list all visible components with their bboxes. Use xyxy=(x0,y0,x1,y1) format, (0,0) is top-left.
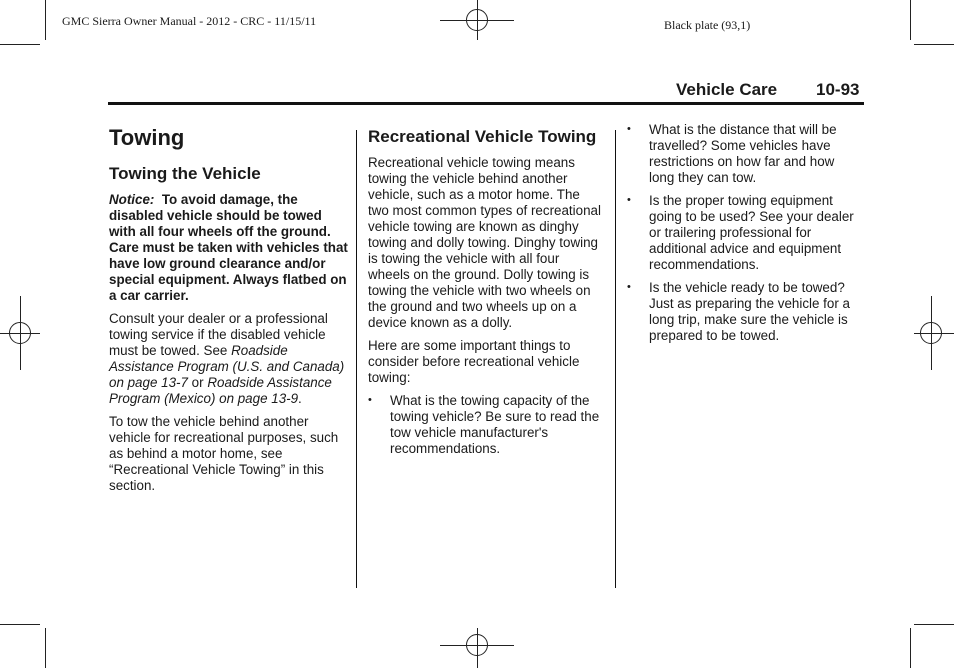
considerations-list-2 xyxy=(627,122,863,344)
cross-reference-us-canada: Roadside Assistance Program (U.S. and Canada) on page 13-7 xyxy=(109,343,345,390)
column-divider-1 xyxy=(356,130,357,588)
consult-paragraph xyxy=(109,311,349,407)
bullet-icon: • xyxy=(368,394,372,406)
list-item xyxy=(627,280,863,344)
list-item xyxy=(627,193,863,273)
or-text: or xyxy=(191,375,204,390)
running-header-section: Vehicle Care xyxy=(676,80,778,99)
list-item-text: Is the proper towing equipment going to be used? See your dealer or trailering professional for additional advice and equipment recommendations. xyxy=(649,193,854,272)
list-item xyxy=(368,393,604,457)
column-2 xyxy=(368,126,604,464)
list-item-text: Is the vehicle ready to be towed? Just as preparing the vehicle for a long trip, make sure the vehicle is prepared to be towed. xyxy=(649,280,850,343)
column-3 xyxy=(627,122,863,351)
bullet-icon: • xyxy=(627,194,631,206)
list-item-text: What is the distance that will be travelled? Some vehicles have restrictions on how far and how long they can tow. xyxy=(649,122,837,185)
notice-paragraph xyxy=(109,192,349,304)
header-rule xyxy=(108,102,864,105)
column-1 xyxy=(109,124,349,501)
cross-reference-mexico: Roadside Assistance Program (Mexico) on page 13-9 xyxy=(109,375,332,406)
bullet-icon: • xyxy=(627,281,631,293)
recreational-towing-heading: Recreational Vehicle Towing xyxy=(368,127,597,146)
considerations-intro: Here are some important things to consider before recreational vehicle towing: xyxy=(368,338,580,385)
considerations-list-1 xyxy=(368,393,604,457)
bullet-icon: • xyxy=(627,123,631,135)
notice-text: To avoid damage, the disabled vehicle should be towed with all four wheels off the ground. Care must be taken with vehicles that have low ground clearance and/or special equipment. Always flatbed on a car carrier. xyxy=(109,192,348,303)
period: . xyxy=(298,391,302,406)
section-title: Towing xyxy=(109,125,185,150)
list-item xyxy=(627,122,863,186)
recreational-towing-paragraph: Recreational vehicle towing means towing the vehicle behind another vehicle, such as a motor home. The two most common types of recreational vehicle towing are known as dinghy towing and dolly towing. Dinghy towing is towing the vehicle with all four wheels on the ground. Dolly towing is towing the vehicle with two wheels on the ground and two wheels up on a device known as a dolly. xyxy=(368,155,601,330)
consult-text: Consult your dealer or a professional towing service if the disabled vehicle must be towed. See xyxy=(109,311,328,358)
plate-info-left: GMC Sierra Owner Manual - 2012 - CRC - 11/15/11 xyxy=(62,14,317,28)
list-item-text: What is the towing capacity of the towing vehicle? Be sure to read the tow vehicle manufacturer's recommendations. xyxy=(390,393,600,456)
recreational-reference-paragraph: To tow the vehicle behind another vehicle for recreational purposes, such as behind a motor home, see “Recreational Vehicle Towing” in this section. xyxy=(109,414,339,493)
page-number: 10-93 xyxy=(816,80,860,99)
column-divider-2 xyxy=(615,130,616,588)
plate-info-right: Black plate (93,1) xyxy=(664,18,751,32)
notice-label: Notice: xyxy=(109,192,155,207)
subsection-title: Towing the Vehicle xyxy=(109,164,261,183)
